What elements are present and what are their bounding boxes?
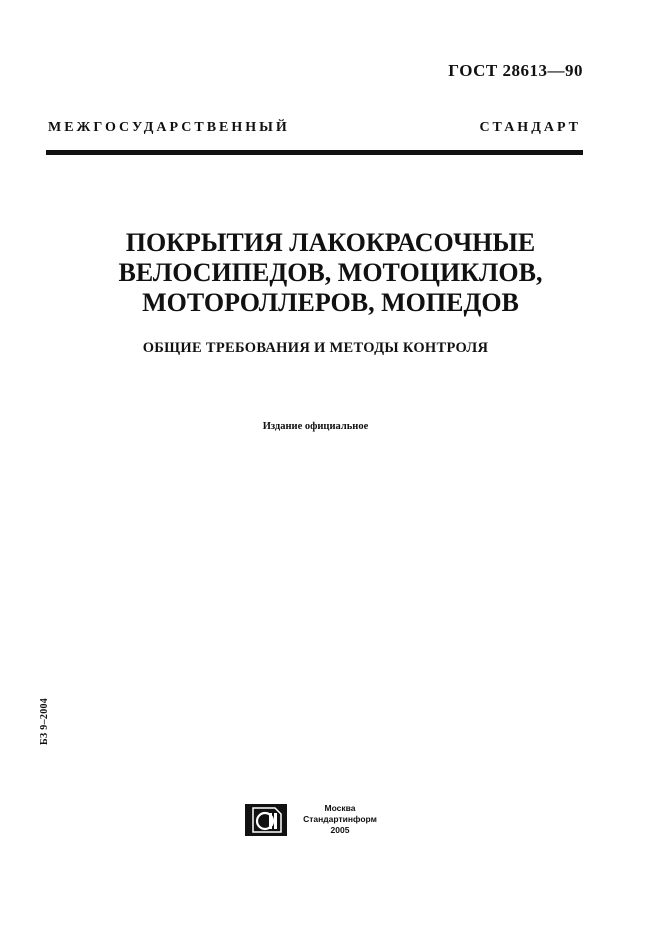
title-line-2: ВЕЛОСИПЕДОВ, МОТОЦИКЛОВ, [118,258,543,287]
interstate-standard-label: МЕЖГОСУДАРСТВЕННЫЙ СТАНДАРТ [48,120,581,135]
document-number: ГОСТ 28613—90 [448,61,583,80]
standartinform-logo-icon [245,804,287,836]
publisher-block [300,803,380,836]
title-line-3: МОТОРОЛЛЕРОВ, МОПЕДОВ [142,288,519,317]
title-line-1: ПОКРЫТИЯ ЛАКОКРАСОЧНЫЕ [125,228,536,257]
side-code: БЗ 9–2004 [39,697,50,745]
edition-note: Издание официальное [262,421,369,432]
publisher-year: 2005 [330,825,350,835]
document-title [0,228,661,318]
document-subtitle: ОБЩИЕ ТРЕБОВАНИЯ И МЕТОДЫ КОНТРОЛЯ [142,340,489,356]
publisher-name: Стандартинформ [303,814,377,824]
publisher-city: Москва [324,803,356,813]
header-divider [46,150,583,155]
